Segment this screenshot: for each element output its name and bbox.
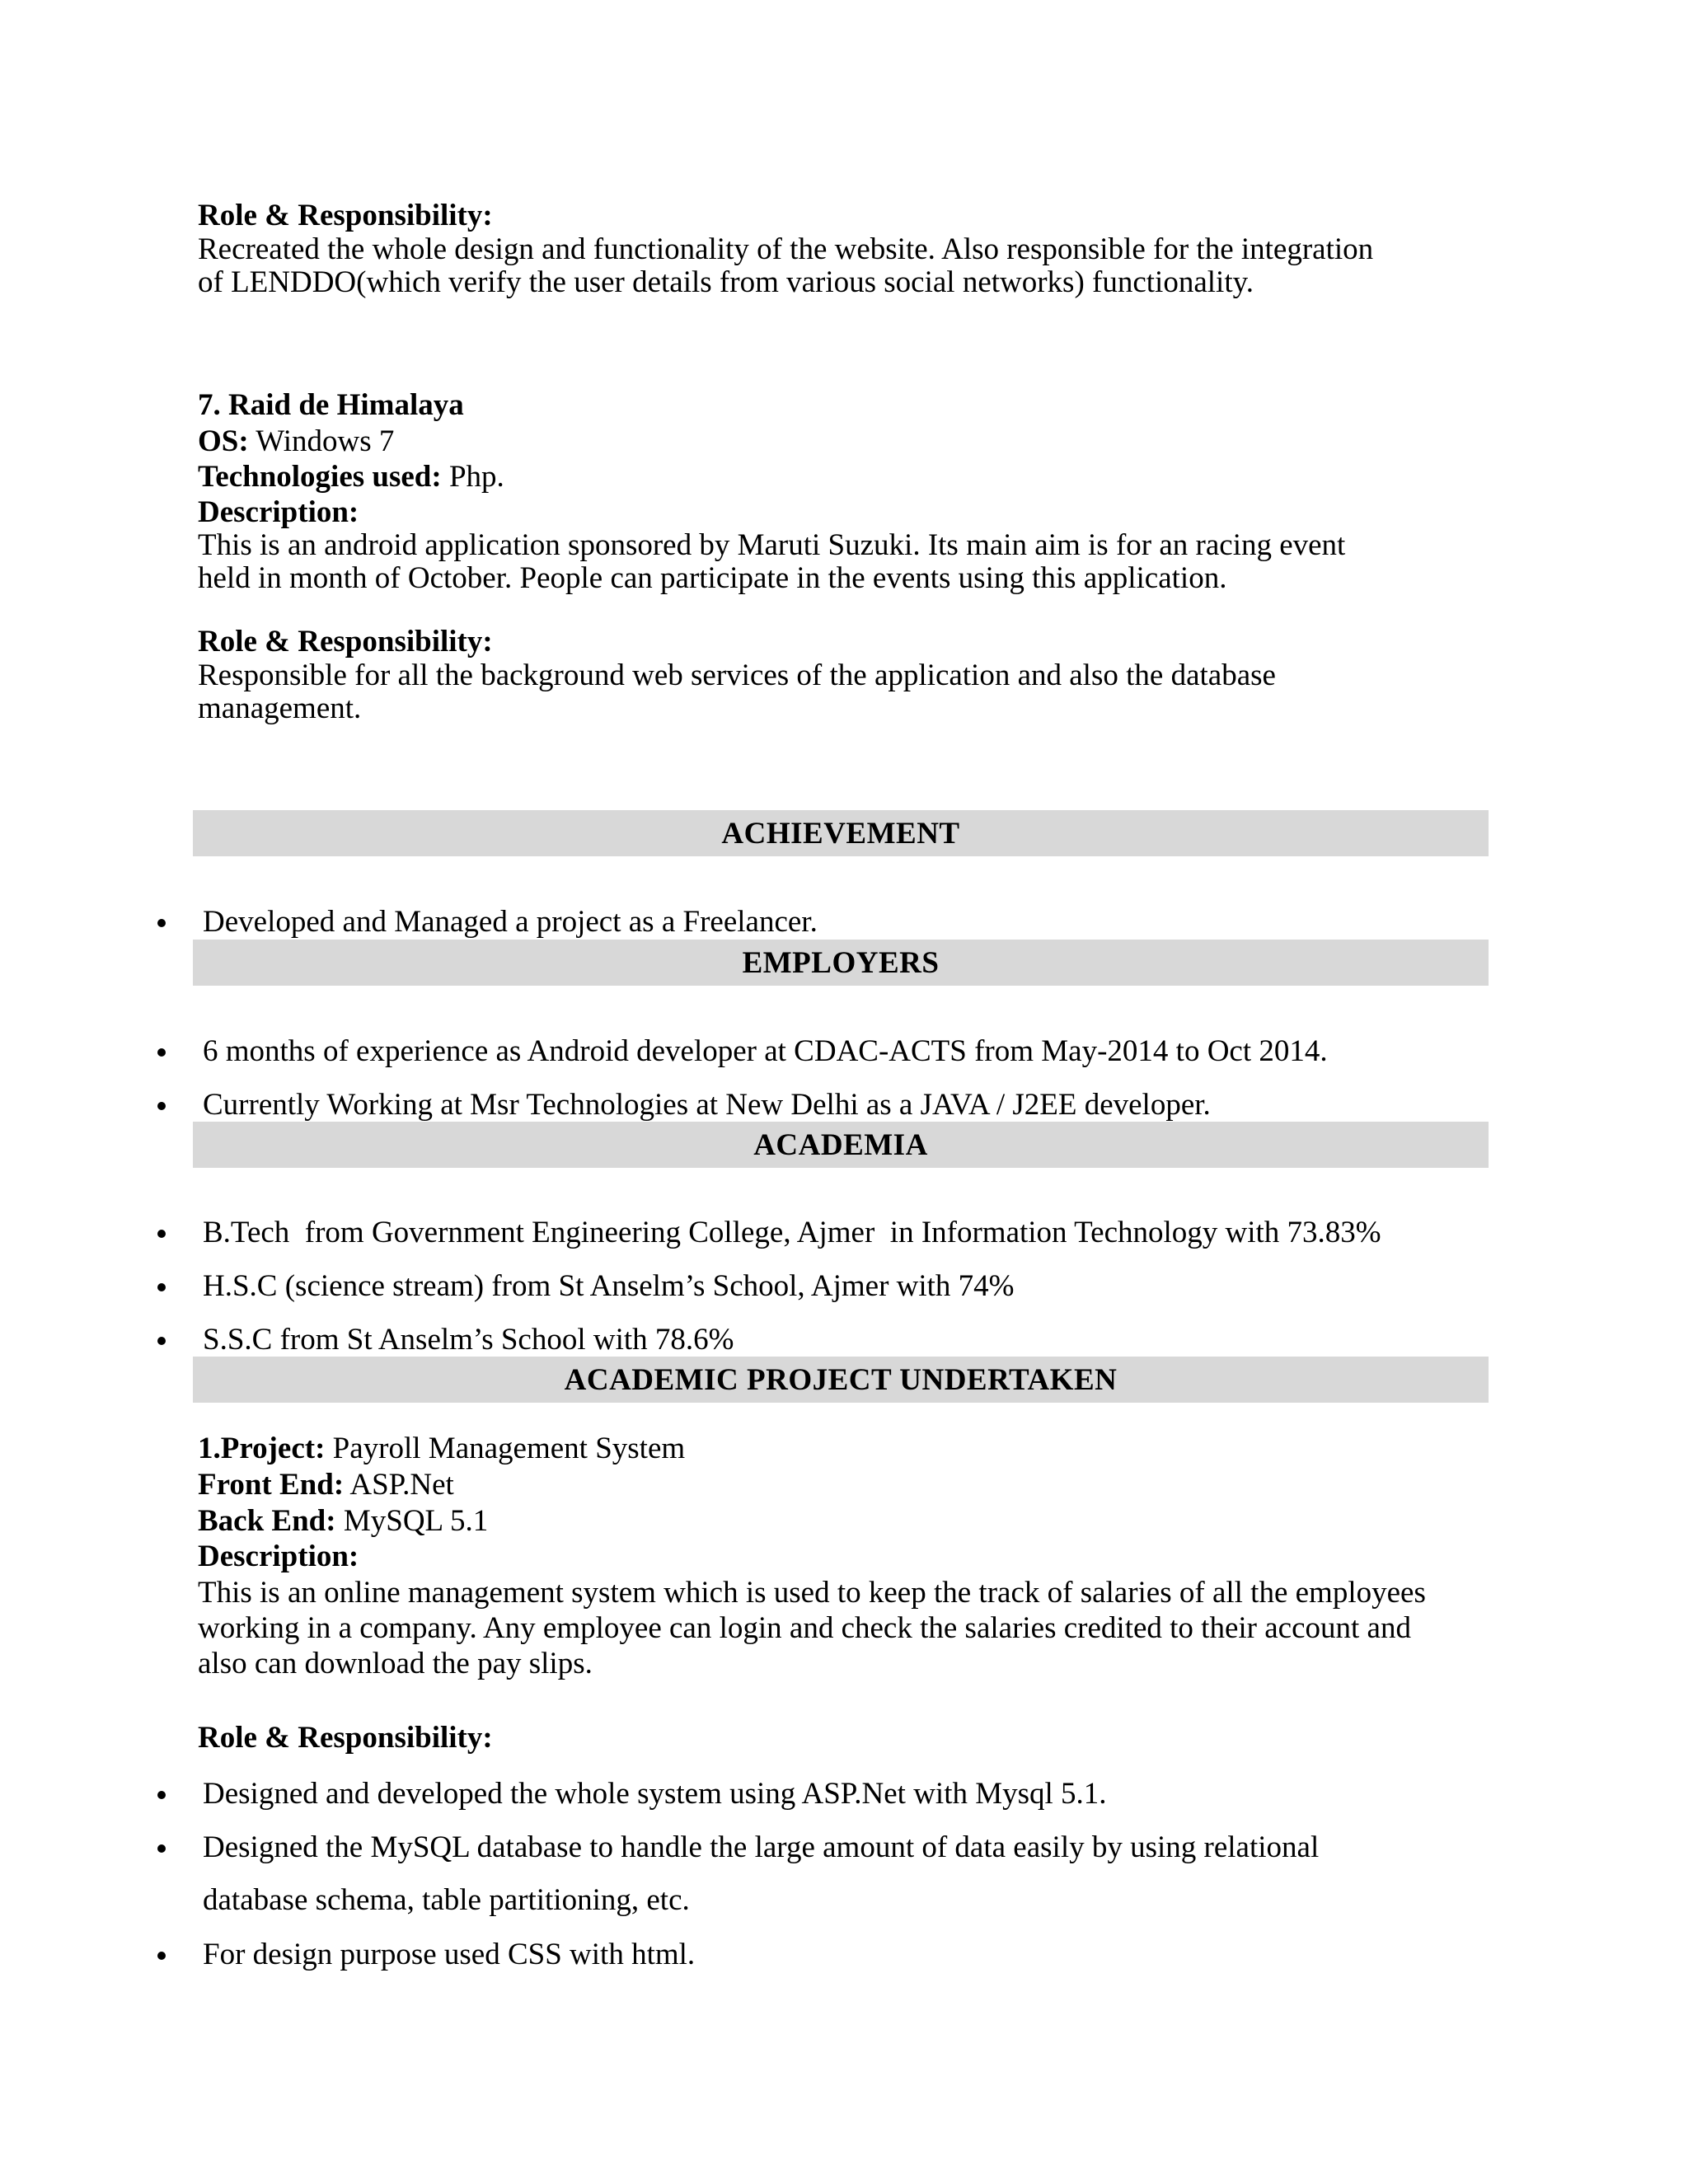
- front-end: [198, 1468, 454, 1502]
- bullet-icon: [157, 919, 166, 927]
- project-value: Payroll Management System: [325, 1432, 686, 1465]
- academia-item: B.Tech from Government Engineering College, Ajmer in Information Technology with 73.83%: [203, 1216, 1381, 1249]
- bullet-icon: [157, 1102, 166, 1110]
- academic-project-name: [198, 1432, 685, 1466]
- project-os: [198, 424, 394, 459]
- employer-item: Currently Working at Msr Technologies at New Delhi as a JAVA / J2EE developer.: [203, 1088, 1211, 1122]
- role-text-line: management.: [198, 691, 362, 725]
- bullet-icon: [157, 1844, 166, 1853]
- role-text-line: Responsible for all the background web services of the application and also the database: [198, 658, 1276, 692]
- description-line: also can download the pay slips.: [198, 1647, 593, 1680]
- academic-project-heading: ACADEMIC PROJECT UNDERTAKEN: [193, 1357, 1489, 1403]
- bullet-icon: [157, 1048, 166, 1057]
- technologies-label: Technologies used:: [198, 460, 442, 494]
- project-label: 1.Project:: [198, 1432, 326, 1465]
- front-end-value: ASP.Net: [344, 1468, 454, 1502]
- description-line: working in a company. Any employee can login and check the salaries credited to their account and: [198, 1611, 1411, 1645]
- role-heading: Role & Responsibility:: [198, 1721, 493, 1755]
- role-heading: Role & Responsibility:: [198, 625, 493, 658]
- os-value: Windows 7: [248, 424, 395, 458]
- academia-item: S.S.C from St Anselm’s School with 78.6%: [203, 1323, 734, 1357]
- description-heading: Description:: [198, 1540, 359, 1573]
- front-end-label: Front End:: [198, 1468, 345, 1502]
- os-label: OS:: [198, 424, 249, 458]
- role-heading: Role & Responsibility:: [198, 199, 493, 232]
- academia-heading: ACADEMIA: [193, 1122, 1489, 1168]
- back-end-label: Back End:: [198, 1504, 336, 1538]
- back-end-value: MySQL 5.1: [335, 1504, 489, 1538]
- role-item: Designed the MySQL database to handle the large amount of data easily by using relational: [203, 1830, 1320, 1864]
- description-line: This is an online management system which is used to keep the track of salaries of all the employees: [198, 1576, 1426, 1610]
- role-text-line: Recreated the whole design and functionality of the website. Also responsible for the integration: [198, 232, 1374, 266]
- bullet-icon: [157, 1952, 166, 1960]
- role-item-continuation: database schema, table partitioning, etc.: [203, 1883, 690, 1917]
- project-technologies: [198, 460, 504, 494]
- description-line: This is an android application sponsored by Maruti Suzuki. Its main aim is for an racing event: [198, 528, 1346, 562]
- project-title: 7. Raid de Himalaya: [198, 388, 464, 422]
- description-heading: Description:: [198, 495, 359, 529]
- role-item: For design purpose used CSS with html.: [203, 1938, 696, 1971]
- achievement-heading: ACHIEVEMENT: [193, 810, 1489, 856]
- role-item: Designed and developed the whole system using ASP.Net with Mysql 5.1.: [203, 1777, 1107, 1811]
- bullet-icon: [157, 1230, 166, 1238]
- bullet-icon: [157, 1791, 166, 1799]
- employers-heading: EMPLOYERS: [193, 940, 1489, 986]
- achievement-item: Developed and Managed a project as a Freelancer.: [203, 905, 818, 939]
- bullet-icon: [157, 1337, 166, 1345]
- bullet-icon: [157, 1283, 166, 1291]
- description-line: held in month of October. People can participate in the events using this application.: [198, 561, 1227, 595]
- employer-item: 6 months of experience as Android developer at CDAC-ACTS from May-2014 to Oct 2014.: [203, 1034, 1328, 1068]
- role-text-line: of LENDDO(which verify the user details from various social networks) functionality.: [198, 265, 1254, 299]
- academia-item: H.S.C (science stream) from St Anselm’s School, Ajmer with 74%: [203, 1269, 1015, 1303]
- back-end: [198, 1504, 488, 1539]
- technologies-value: Php.: [441, 460, 504, 494]
